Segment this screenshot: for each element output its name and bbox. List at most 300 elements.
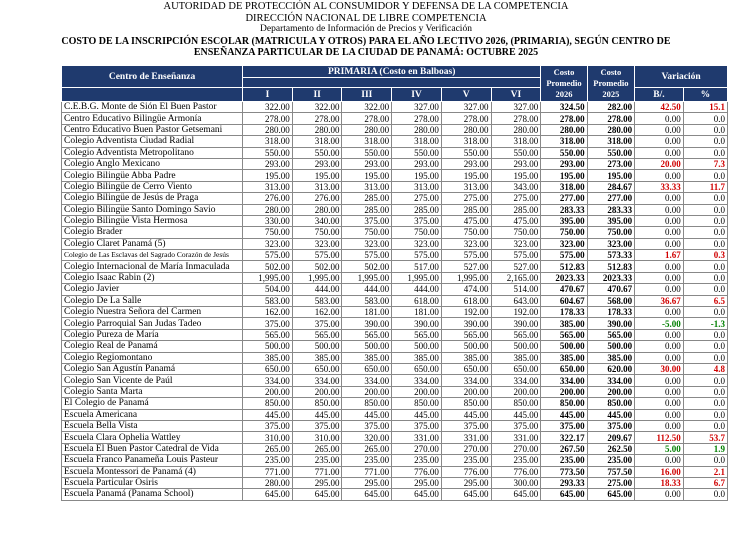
grade-cost: 195.00 (392, 170, 442, 181)
var-percent: -1.3 (683, 318, 727, 329)
grade-cost: 750.00 (292, 227, 342, 238)
grade-cost: 200.00 (292, 386, 342, 397)
grade-cost: 750.00 (342, 227, 392, 238)
grade-cost: 583.00 (243, 295, 293, 306)
avg-cost-2026: 324.50 (541, 102, 587, 113)
table-row (62, 181, 728, 192)
grade-cost: 550.00 (292, 147, 342, 158)
avg-cost-2025: 550.00 (587, 147, 634, 158)
table-row (62, 329, 728, 340)
var-percent: 0.0 (683, 170, 727, 181)
grade-cost: 235.00 (243, 455, 293, 466)
var-percent: 0.0 (683, 341, 727, 352)
avg-cost-2025: 620.00 (587, 363, 634, 374)
var-amount: 20.00 (635, 158, 684, 169)
avg-cost-2025: 178.33 (587, 307, 634, 318)
var-amount: 0.00 (635, 329, 684, 340)
var-amount: 0.00 (635, 284, 684, 295)
avg-cost-2026: 850.00 (541, 398, 587, 409)
var-percent: 0.0 (683, 204, 727, 215)
avg-cost-2026: 318.00 (541, 136, 587, 147)
grade-cost: 650.00 (292, 363, 342, 374)
grade-cost: 850.00 (491, 398, 541, 409)
grade-cost: 390.00 (392, 318, 442, 329)
grade-cost: 385.00 (491, 352, 541, 363)
avg-cost-2025: 273.00 (587, 158, 634, 169)
grade-cost: 517.00 (392, 261, 442, 272)
var-amount: 0.00 (635, 215, 684, 226)
var-percent: 0.0 (683, 193, 727, 204)
grade-cost: 195.00 (243, 170, 293, 181)
grade-cost: 565.00 (441, 329, 491, 340)
var-amount: 0.00 (635, 386, 684, 397)
grade-cost: 276.00 (292, 193, 342, 204)
grade-cost: 280.00 (243, 124, 293, 135)
var-percent: 0.0 (683, 272, 727, 283)
grade-cost: 275.00 (491, 193, 541, 204)
grade-cost: 280.00 (292, 124, 342, 135)
grade-cost: 280.00 (243, 477, 293, 488)
grade-cost: 270.00 (491, 443, 541, 454)
grade-cost: 327.00 (441, 102, 491, 113)
var-amount: 0.00 (635, 307, 684, 318)
grade-cost: 280.00 (292, 204, 342, 215)
grade-cost: 575.00 (292, 250, 342, 261)
var-percent: 2.1 (683, 466, 727, 477)
header-var-percent: % (683, 88, 727, 102)
var-amount: 42.50 (635, 102, 684, 113)
var-percent: 0.0 (683, 136, 727, 147)
grade-cost: 318.00 (243, 136, 293, 147)
avg-cost-2025: 278.00 (587, 113, 634, 124)
avg-cost-2025: 568.00 (587, 295, 634, 306)
grade-cost: 850.00 (392, 398, 442, 409)
grade-cost: 550.00 (342, 147, 392, 158)
grade-cost: 500.00 (342, 341, 392, 352)
school-name: Colegio San Agustín Panamá (62, 363, 243, 374)
grade-cost: 278.00 (292, 113, 342, 124)
var-percent: 0.0 (683, 307, 727, 318)
grade-cost: 385.00 (342, 352, 392, 363)
grade-cost: 850.00 (342, 398, 392, 409)
grade-cost: 278.00 (441, 113, 491, 124)
avg-cost-2026: 278.00 (541, 113, 587, 124)
grade-cost: 500.00 (243, 341, 293, 352)
avg-cost-2025: 390.00 (587, 318, 634, 329)
avg-cost-2025: 195.00 (587, 170, 634, 181)
grade-cost: 445.00 (342, 409, 392, 420)
table-row (62, 238, 728, 249)
avg-cost-2025: 209.67 (587, 432, 634, 443)
school-name: Colegio Isaac Rabin (2) (62, 272, 243, 283)
grade-cost: 295.00 (441, 477, 491, 488)
grade-cost: 771.00 (243, 466, 293, 477)
var-amount: 36.67 (635, 295, 684, 306)
avg-cost-2025: 375.00 (587, 420, 634, 431)
grade-cost: 1,995.00 (342, 272, 392, 283)
grade-cost: 181.00 (342, 307, 392, 318)
table-row (62, 420, 728, 431)
var-percent: 15.1 (683, 102, 727, 113)
grade-cost: 375.00 (441, 420, 491, 431)
grade-cost: 565.00 (292, 329, 342, 340)
avg-cost-2025: 275.00 (587, 477, 634, 488)
grade-cost: 162.00 (243, 307, 293, 318)
table-row (62, 170, 728, 181)
school-name: Centro Educativo Bilingüe Armonía (62, 113, 243, 124)
grade-cost: 322.00 (342, 102, 392, 113)
grade-cost: 750.00 (441, 227, 491, 238)
grade-cost: 162.00 (292, 307, 342, 318)
grade-cost: 390.00 (441, 318, 491, 329)
school-name: Colegio Brader (62, 227, 243, 238)
grade-cost: 318.00 (392, 136, 442, 147)
grade-cost: 575.00 (441, 250, 491, 261)
table-body (62, 102, 728, 501)
header-grade: III (342, 88, 392, 102)
table-row (62, 443, 728, 454)
table-row (62, 204, 728, 215)
var-percent: 0.0 (683, 329, 727, 340)
grade-cost: 550.00 (392, 147, 442, 158)
avg-cost-2025: 283.33 (587, 204, 634, 215)
grade-cost: 280.00 (243, 204, 293, 215)
grade-cost: 334.00 (392, 375, 442, 386)
school-name: Colegio Bilingüe Santo Domingo Savio (62, 204, 243, 215)
grade-cost: 445.00 (491, 409, 541, 420)
grade-cost: 504.00 (243, 284, 293, 295)
var-amount: 112.50 (635, 432, 684, 443)
grade-cost: 285.00 (491, 204, 541, 215)
avg-cost-2026: 604.67 (541, 295, 587, 306)
avg-cost-2025: 645.00 (587, 489, 634, 500)
avg-cost-2025: 565.00 (587, 329, 634, 340)
grade-cost: 375.00 (292, 420, 342, 431)
school-name: Colegio Parroquial San Judas Tadeo (62, 318, 243, 329)
grade-cost: 295.00 (392, 477, 442, 488)
grade-cost: 583.00 (342, 295, 392, 306)
grade-cost: 278.00 (392, 113, 442, 124)
header-cost-2026: Costo Promedio 2026 (541, 66, 587, 102)
school-name: Colegio San Vicente de Paúl (62, 375, 243, 386)
var-amount: 0.00 (635, 136, 684, 147)
grade-cost: 776.00 (491, 466, 541, 477)
cost-table (61, 65, 728, 501)
table-row (62, 136, 728, 147)
avg-cost-2026: 500.00 (541, 341, 587, 352)
var-percent: 0.0 (683, 386, 727, 397)
avg-cost-2025: 200.00 (587, 386, 634, 397)
grade-cost: 334.00 (342, 375, 392, 386)
table-row (62, 158, 728, 169)
grade-cost: 331.00 (491, 432, 541, 443)
grade-cost: 575.00 (243, 250, 293, 261)
avg-cost-2026: 385.00 (541, 352, 587, 363)
grade-cost: 280.00 (392, 124, 442, 135)
var-percent: 4.8 (683, 363, 727, 374)
var-amount: 30.00 (635, 363, 684, 374)
table-row (62, 250, 728, 261)
grade-cost: 192.00 (491, 307, 541, 318)
table-row (62, 193, 728, 204)
grade-cost: 618.00 (392, 295, 442, 306)
table-row (62, 398, 728, 409)
header-grade: V (441, 88, 491, 102)
var-percent: 0.0 (683, 455, 727, 466)
grade-cost: 444.00 (342, 284, 392, 295)
var-amount: 0.00 (635, 409, 684, 420)
school-name: Escuela Bella Vista (62, 420, 243, 431)
var-amount: 0.00 (635, 398, 684, 409)
grade-cost: 565.00 (491, 329, 541, 340)
table-row (62, 375, 728, 386)
school-name: Centro Educativo Buen Pastor Getsemani (62, 124, 243, 135)
grade-cost: 334.00 (441, 375, 491, 386)
var-percent: 0.0 (683, 398, 727, 409)
grade-cost: 200.00 (441, 386, 491, 397)
school-name: Colegio Internacional de María Inmaculada (62, 261, 243, 272)
school-name: Colegio Claret Panamá (5) (62, 238, 243, 249)
grade-cost: 293.00 (292, 158, 342, 169)
header-cost-2025: Costo Promedio 2025 (587, 66, 634, 102)
grade-cost: 375.00 (491, 420, 541, 431)
var-percent: 53.7 (683, 432, 727, 443)
grade-cost: 323.00 (491, 238, 541, 249)
table-row (62, 318, 728, 329)
grade-cost: 475.00 (491, 215, 541, 226)
var-amount: -5.00 (635, 318, 684, 329)
grade-cost: 285.00 (342, 204, 392, 215)
grade-cost: 270.00 (392, 443, 442, 454)
agency-name: AUTORIDAD DE PROTECCIÓN AL CONSUMIDOR Y DEFENSA DE LA COMPETENCIA (163, 1, 569, 12)
avg-cost-2026: 293.33 (541, 477, 587, 488)
school-name: Escuela Montessori de Panamá (4) (62, 466, 243, 477)
avg-cost-2025: 282.00 (587, 102, 634, 113)
var-amount: 0.00 (635, 113, 684, 124)
school-name: Colegio Javier (62, 284, 243, 295)
grade-cost: 293.00 (342, 158, 392, 169)
var-percent: 0.0 (683, 352, 727, 363)
grade-cost: 280.00 (342, 124, 392, 135)
var-amount: 0.00 (635, 193, 684, 204)
grade-cost: 313.00 (292, 181, 342, 192)
var-percent: 0.0 (683, 420, 727, 431)
grade-cost: 293.00 (243, 158, 293, 169)
table-row (62, 466, 728, 477)
grade-cost: 235.00 (392, 455, 442, 466)
grade-cost: 322.00 (243, 102, 293, 113)
avg-cost-2026: 195.00 (541, 170, 587, 181)
school-name: Colegio Real de Panamá (62, 341, 243, 352)
avg-cost-2025: 2023.33 (587, 272, 634, 283)
grade-cost: 280.00 (441, 124, 491, 135)
grade-cost: 850.00 (292, 398, 342, 409)
grade-cost: 270.00 (441, 443, 491, 454)
grade-cost: 285.00 (441, 204, 491, 215)
avg-cost-2026: 773.50 (541, 466, 587, 477)
school-name: Colegio Bilingüe de Cerro Viento (62, 181, 243, 192)
grade-cost: 334.00 (243, 375, 293, 386)
grade-cost: 650.00 (243, 363, 293, 374)
grade-cost: 375.00 (292, 318, 342, 329)
school-name: Escuela Panamá (Panama School) (62, 489, 243, 500)
grade-cost: 293.00 (392, 158, 442, 169)
var-amount: 0.00 (635, 147, 684, 158)
avg-cost-2025: 262.50 (587, 443, 634, 454)
var-percent: 0.0 (683, 113, 727, 124)
table-row (62, 307, 728, 318)
header-grade: VI (491, 88, 541, 102)
grade-cost: 2,165.00 (491, 272, 541, 283)
avg-cost-2026: 280.00 (541, 124, 587, 135)
grade-cost: 445.00 (441, 409, 491, 420)
grade-cost: 318.00 (441, 136, 491, 147)
grade-cost: 650.00 (441, 363, 491, 374)
school-name: C.E.B.G. Monte de Sión El Buen Pastor (62, 102, 243, 113)
grade-cost: 313.00 (392, 181, 442, 192)
grade-cost: 375.00 (243, 420, 293, 431)
header-grade: II (292, 88, 342, 102)
grade-cost: 502.00 (243, 261, 293, 272)
grade-cost: 445.00 (292, 409, 342, 420)
grade-cost: 771.00 (342, 466, 392, 477)
grade-cost: 500.00 (441, 341, 491, 352)
grade-cost: 776.00 (441, 466, 491, 477)
grade-cost: 375.00 (342, 420, 392, 431)
grade-cost: 235.00 (491, 455, 541, 466)
avg-cost-2026: 565.00 (541, 329, 587, 340)
grade-cost: 385.00 (392, 352, 442, 363)
avg-cost-2026: 650.00 (541, 363, 587, 374)
school-name: Escuela Americana (62, 409, 243, 420)
header-grade: I (243, 88, 293, 102)
grade-cost: 285.00 (342, 193, 392, 204)
grade-cost: 195.00 (292, 170, 342, 181)
grade-cost: 850.00 (243, 398, 293, 409)
school-name: Escuela Particular Osiris (62, 477, 243, 488)
var-amount: 0.00 (635, 341, 684, 352)
avg-cost-2026: 277.00 (541, 193, 587, 204)
grade-cost: 575.00 (392, 250, 442, 261)
avg-cost-2025: 757.50 (587, 466, 634, 477)
grade-cost: 444.00 (392, 284, 442, 295)
grade-cost: 195.00 (342, 170, 392, 181)
var-percent: 0.0 (683, 489, 727, 500)
avg-cost-2025: 850.00 (587, 398, 634, 409)
grade-cost: 500.00 (392, 341, 442, 352)
grade-cost: 313.00 (342, 181, 392, 192)
grade-cost: 265.00 (342, 443, 392, 454)
grade-cost: 323.00 (243, 238, 293, 249)
avg-cost-2026: 2023.33 (541, 272, 587, 283)
avg-cost-2026: 750.00 (541, 227, 587, 238)
var-percent: 0.0 (683, 147, 727, 158)
grade-cost: 444.00 (292, 284, 342, 295)
avg-cost-2025: 280.00 (587, 124, 634, 135)
avg-cost-2025: 235.00 (587, 455, 634, 466)
grade-cost: 550.00 (441, 147, 491, 158)
grade-cost: 650.00 (491, 363, 541, 374)
avg-cost-2025: 334.00 (587, 375, 634, 386)
table-row (62, 295, 728, 306)
grade-cost: 313.00 (441, 181, 491, 192)
school-name: Escuela Clara Ophelia Wattley (62, 432, 243, 443)
var-amount: 0.00 (635, 170, 684, 181)
table-row (62, 386, 728, 397)
header-grade: IV (392, 88, 442, 102)
grade-cost: 385.00 (441, 352, 491, 363)
grade-cost: 645.00 (243, 489, 293, 500)
header-var-amount: B/. (635, 88, 684, 102)
header-primaria: PRIMARIA (Costo en Balboas) (243, 66, 541, 78)
grade-cost: 643.00 (491, 295, 541, 306)
grade-cost: 322.00 (292, 102, 342, 113)
avg-cost-2025: 445.00 (587, 409, 634, 420)
var-percent: 11.7 (683, 181, 727, 192)
grade-cost: 1,995.00 (292, 272, 342, 283)
grade-cost: 334.00 (491, 375, 541, 386)
var-percent: 0.0 (683, 227, 727, 238)
header-center: Centro de Enseñanza (62, 66, 243, 88)
grade-cost: 330.00 (243, 215, 293, 226)
avg-cost-2025: 284.67 (587, 181, 634, 192)
avg-cost-2026: 293.00 (541, 158, 587, 169)
grade-cost: 583.00 (292, 295, 342, 306)
grade-cost: 200.00 (392, 386, 442, 397)
var-amount: 0.00 (635, 204, 684, 215)
var-amount: 16.00 (635, 466, 684, 477)
avg-cost-2025: 318.00 (587, 136, 634, 147)
var-percent: 0.0 (683, 261, 727, 272)
var-percent: 0.0 (683, 238, 727, 249)
department-name: Departamento de Información de Precios y Verificación (260, 24, 472, 34)
grade-cost: 323.00 (292, 238, 342, 249)
grade-cost: 645.00 (292, 489, 342, 500)
var-amount: 0.00 (635, 238, 684, 249)
grade-cost: 318.00 (342, 136, 392, 147)
var-amount: 18.33 (635, 477, 684, 488)
grade-cost: 565.00 (392, 329, 442, 340)
grade-cost: 618.00 (441, 295, 491, 306)
var-percent: 6.7 (683, 477, 727, 488)
var-amount: 0.00 (635, 261, 684, 272)
table-row (62, 409, 728, 420)
table-row (62, 352, 728, 363)
grade-cost: 750.00 (392, 227, 442, 238)
avg-cost-2026: 267.50 (541, 443, 587, 454)
avg-cost-2025: 500.00 (587, 341, 634, 352)
grade-cost: 293.00 (491, 158, 541, 169)
grade-cost: 565.00 (243, 329, 293, 340)
grade-cost: 527.00 (441, 261, 491, 272)
table-row (62, 147, 728, 158)
grade-cost: 776.00 (392, 466, 442, 477)
table-row (62, 489, 728, 500)
grade-cost: 475.00 (441, 215, 491, 226)
grade-cost: 327.00 (491, 102, 541, 113)
grade-cost: 514.00 (491, 284, 541, 295)
grade-cost: 645.00 (441, 489, 491, 500)
grade-cost: 385.00 (292, 352, 342, 363)
grade-cost: 200.00 (491, 386, 541, 397)
grade-cost: 502.00 (342, 261, 392, 272)
school-name: El Colegio de Panamá (62, 398, 243, 409)
grade-cost: 645.00 (342, 489, 392, 500)
grade-cost: 327.00 (392, 102, 442, 113)
avg-cost-2026: 283.33 (541, 204, 587, 215)
avg-cost-2026: 178.33 (541, 307, 587, 318)
var-percent: 0.0 (683, 284, 727, 295)
